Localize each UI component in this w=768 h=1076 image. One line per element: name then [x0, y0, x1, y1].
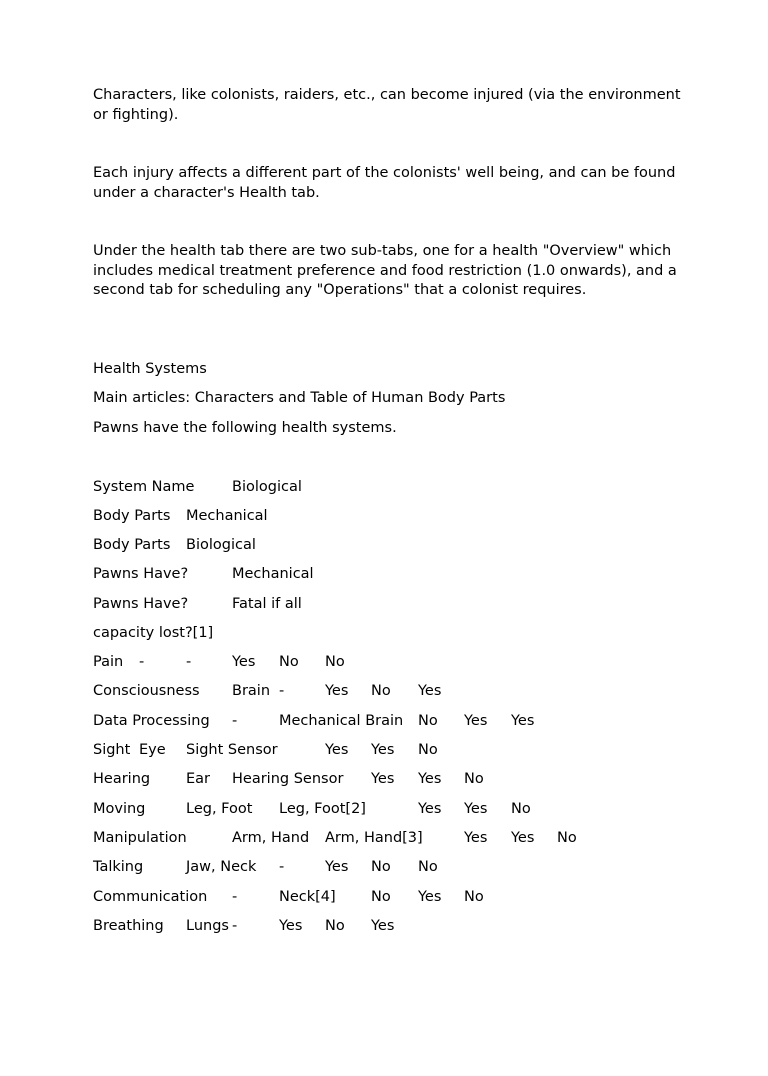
- table-cell: No: [464, 889, 484, 905]
- table-cell: Sight: [93, 742, 131, 758]
- table-cell: Jaw, Neck: [186, 859, 257, 875]
- table-cell: Biological: [186, 537, 256, 553]
- table-cell: No: [418, 713, 438, 729]
- table-cell: Eye: [139, 742, 166, 758]
- table-cell: Yes: [371, 771, 395, 787]
- table-cell: -: [232, 889, 238, 905]
- table-cell: System Name: [93, 479, 195, 495]
- table-line: [93, 477, 733, 497]
- table-row-moving: [93, 799, 733, 819]
- table-cell: Moving: [93, 801, 146, 817]
- table-row-consciousness: [93, 681, 733, 701]
- table-cell: Mechanical Brain: [279, 713, 404, 729]
- table-cell: Body Parts: [93, 508, 171, 524]
- table-cell: Biological: [232, 479, 302, 495]
- table-cell: Yes: [418, 889, 442, 905]
- table-cell: Pawns Have?: [93, 566, 189, 582]
- table-row-communication: [93, 887, 733, 907]
- table-cell: No: [464, 771, 484, 787]
- table-cell: Data Processing: [93, 713, 210, 729]
- table-cell: No: [371, 683, 391, 699]
- table-cell: Yes: [418, 683, 442, 699]
- table-cell: Yes: [325, 859, 349, 875]
- table-row-breathing: [93, 916, 733, 936]
- table-cell: No: [557, 830, 577, 846]
- table-cell: Arm, Hand: [232, 830, 310, 846]
- table-row-sight: [93, 740, 733, 760]
- table-cell: Hearing: [93, 771, 151, 787]
- table-cell: capacity lost?[1]: [93, 625, 214, 641]
- intro-paragraph-injuries: Characters, like colonists, raiders, etc., can become injured (via the environment or fighting).: [93, 87, 681, 123]
- table-cell: Yes: [418, 801, 442, 817]
- table-cell: Lungs: [186, 918, 229, 934]
- table-cell: Yes: [325, 683, 349, 699]
- table-cell: Yes: [371, 918, 395, 934]
- section-intro: Pawns have the following health systems.: [93, 420, 397, 436]
- table-cell: Yes: [464, 713, 488, 729]
- table-cell: Leg, Foot: [186, 801, 253, 817]
- table-cell: Manipulation: [93, 830, 187, 846]
- table-cell: Yes: [232, 654, 256, 670]
- table-cell: Hearing Sensor: [232, 771, 344, 787]
- table-cell: Leg, Foot[2]: [279, 801, 366, 817]
- intro-paragraph-sub-tabs: Under the health tab there are two sub-tabs, one for a health "Overview" which includes medical treatment preference and food restriction (1.0 onwards), and a second tab for scheduling any "Operations" that a colonist requires.: [93, 243, 677, 298]
- table-cell: Yes: [418, 771, 442, 787]
- table-row-pain: [93, 652, 733, 672]
- table-cell: -: [279, 683, 285, 699]
- table-line: [93, 506, 733, 526]
- table-cell: Yes: [279, 918, 303, 934]
- table-cell: Yes: [325, 742, 349, 758]
- table-cell: -: [186, 654, 192, 670]
- table-cell: -: [232, 713, 238, 729]
- table-cell: Ear: [186, 771, 211, 787]
- table-cell: Yes: [464, 830, 488, 846]
- table-cell: Yes: [511, 830, 535, 846]
- intro-paragraph-health-tab: Each injury affects a different part of the colonists' well being, and can be found under a character's Health tab.: [93, 165, 676, 201]
- table-cell: Yes: [511, 713, 535, 729]
- table-cell: -: [139, 654, 145, 670]
- table-line: [93, 564, 733, 584]
- table-cell: No: [371, 889, 391, 905]
- table-cell: No: [371, 859, 391, 875]
- table-cell: No: [279, 654, 299, 670]
- table-cell: Sight Sensor: [186, 742, 278, 758]
- table-row-talking: [93, 857, 733, 877]
- table-cell: Pawns Have?: [93, 596, 189, 612]
- table-cell: Arm, Hand[3]: [325, 830, 423, 846]
- table-cell: -: [232, 918, 238, 934]
- table-cell: No: [418, 859, 438, 875]
- table-cell: No: [418, 742, 438, 758]
- table-row-hearing: [93, 769, 733, 789]
- table-line: [93, 535, 733, 555]
- table-cell: Neck[4]: [279, 889, 336, 905]
- table-cell: No: [325, 918, 345, 934]
- table-cell: -: [279, 859, 285, 875]
- table-cell: Yes: [371, 742, 395, 758]
- table-row-data-processing: [93, 711, 733, 731]
- table-cell: Breathing: [93, 918, 164, 934]
- table-cell: No: [325, 654, 345, 670]
- table-row-manipulation: [93, 828, 733, 848]
- table-cell: Body Parts: [93, 537, 171, 553]
- table-cell: No: [511, 801, 531, 817]
- table-cell: Fatal if all: [232, 596, 302, 612]
- table-cell: Brain: [232, 683, 271, 699]
- table-cell: Talking: [93, 859, 144, 875]
- table-cell: Mechanical: [186, 508, 268, 524]
- table-cell: Consciousness: [93, 683, 200, 699]
- table-cell: Mechanical: [232, 566, 314, 582]
- table-cell: Pain: [93, 654, 124, 670]
- table-cell: Yes: [464, 801, 488, 817]
- table-line: [93, 594, 733, 614]
- table-line: [93, 623, 733, 643]
- main-articles-note: Main articles: Characters and Table of Human Body Parts: [93, 390, 506, 406]
- section-heading: Health Systems: [93, 361, 207, 377]
- table-cell: Communication: [93, 889, 208, 905]
